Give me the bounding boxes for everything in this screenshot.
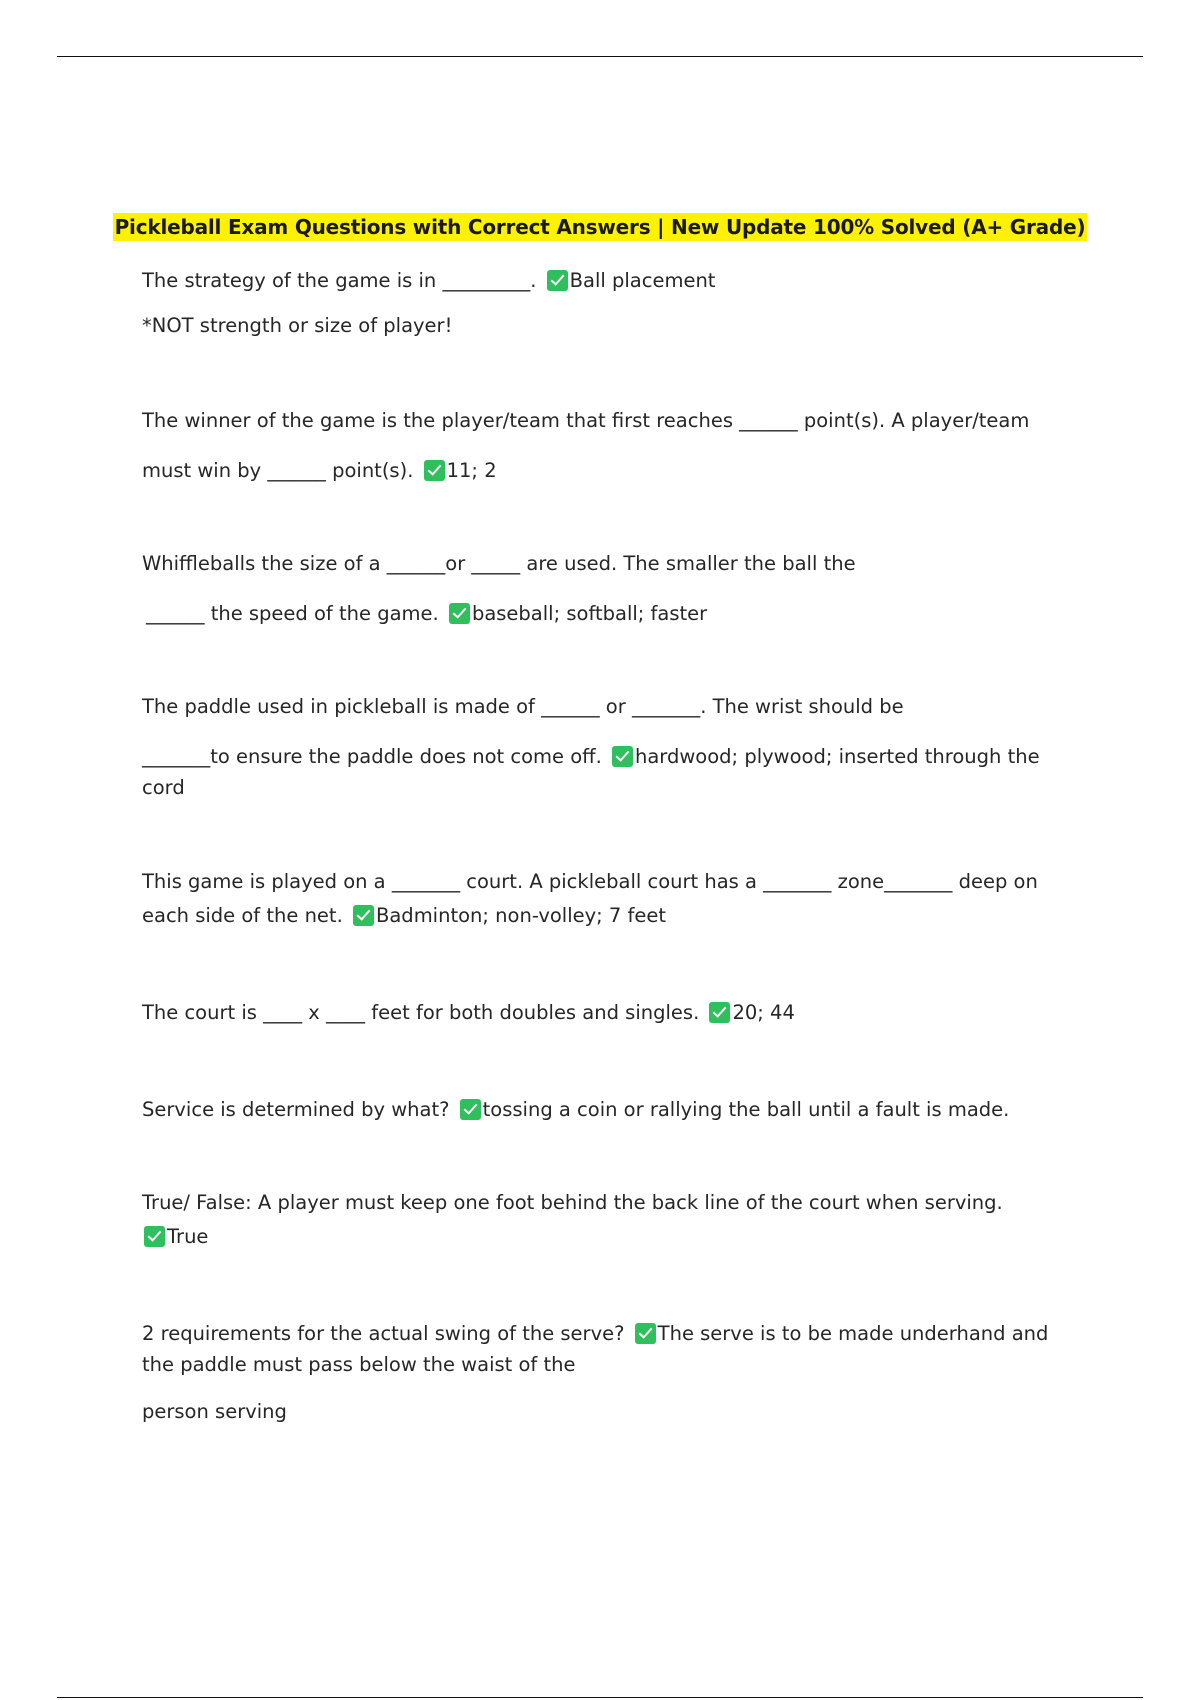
question-text: must win by ______ point(s). [142,459,414,482]
checkmark-icon [547,270,568,291]
answer-text: Badminton; non-volley; 7 feet [375,904,667,927]
question-5-line-2 [142,901,1140,931]
question-7 [142,1095,1140,1125]
question-8-line-1 [142,1188,1140,1218]
checkmark-icon [144,1226,165,1247]
question-text: Whiffleballs the size of a ______or _____ are used. The smaller the ball the [142,552,856,575]
question-text: ______ the speed of the game. [146,602,439,625]
answer-text: True [167,1225,209,1248]
question-4-line-1 [142,692,1140,722]
checkmark-icon [460,1099,481,1120]
question-1-note [142,311,1140,341]
question-text: The strategy of the game is in _________. [142,269,537,292]
question-8-line-2 [144,1222,1140,1252]
question-text: The court is ____ x ____ feet for both doubles and singles. [142,1001,700,1024]
question-text: This game is played on a _______ court. A pickleball court has a _______ zone_______ deep on [142,870,1038,893]
answer-text: The serve is to be made underhand and [657,1322,1049,1345]
header-rule [57,56,1143,57]
question-9-line-2 [142,1350,1140,1380]
question-2-line-1 [142,406,1140,436]
title-container [0,213,1200,241]
checkmark-icon [424,460,445,481]
answer-text: Ball placement [569,269,716,292]
checkmark-icon [635,1323,656,1344]
question-3-line-2 [146,599,1140,629]
question-1 [142,266,1140,296]
question-text: each side of the net. [142,904,343,927]
question-3-line-1 [142,549,1140,579]
footer-rule [57,1697,1143,1698]
question-text: Service is determined by what? [142,1098,450,1121]
question-text: True/ False: A player must keep one foot behind the back line of the court when serving. [142,1191,1003,1214]
answer-text: baseball; softball; faster [471,602,708,625]
answer-text: tossing a coin or rallying the ball until a fault is made. [482,1098,1010,1121]
question-9-line-1 [142,1319,1140,1349]
document-title: Pickleball Exam Questions with Correct Answers | New Update 100% Solved (A+ Grade) [114,215,1086,239]
checkmark-icon [612,746,633,767]
question-9-line-3 [142,1397,1140,1427]
question-4-line-2 [142,742,1140,772]
answer-text-continued: the paddle must pass below the waist of the [142,1353,576,1376]
checkmark-icon [353,905,374,926]
answer-text-continued: person serving [142,1400,287,1423]
question-5-line-1 [142,867,1140,897]
question-text: _______to ensure the paddle does not come off. [142,745,602,768]
question-text: The paddle used in pickleball is made of ______ or _______. The wrist should be [142,695,904,718]
question-4-line-3 [142,773,1140,803]
question-2-line-2 [142,456,1140,486]
answer-text: hardwood; plywood; inserted through the [635,745,1040,768]
checkmark-icon [709,1002,730,1023]
question-text: 2 requirements for the actual swing of the serve? [142,1322,625,1345]
question-6 [142,998,1140,1028]
answer-text-continued: cord [142,776,185,799]
note-text: *NOT strength or size of player! [142,314,453,337]
checkmark-icon [449,603,470,624]
answer-text: 20; 44 [732,1001,795,1024]
answer-text: 11; 2 [446,459,497,482]
question-text: The winner of the game is the player/team that first reaches ______ point(s). A player/team [142,409,1030,432]
